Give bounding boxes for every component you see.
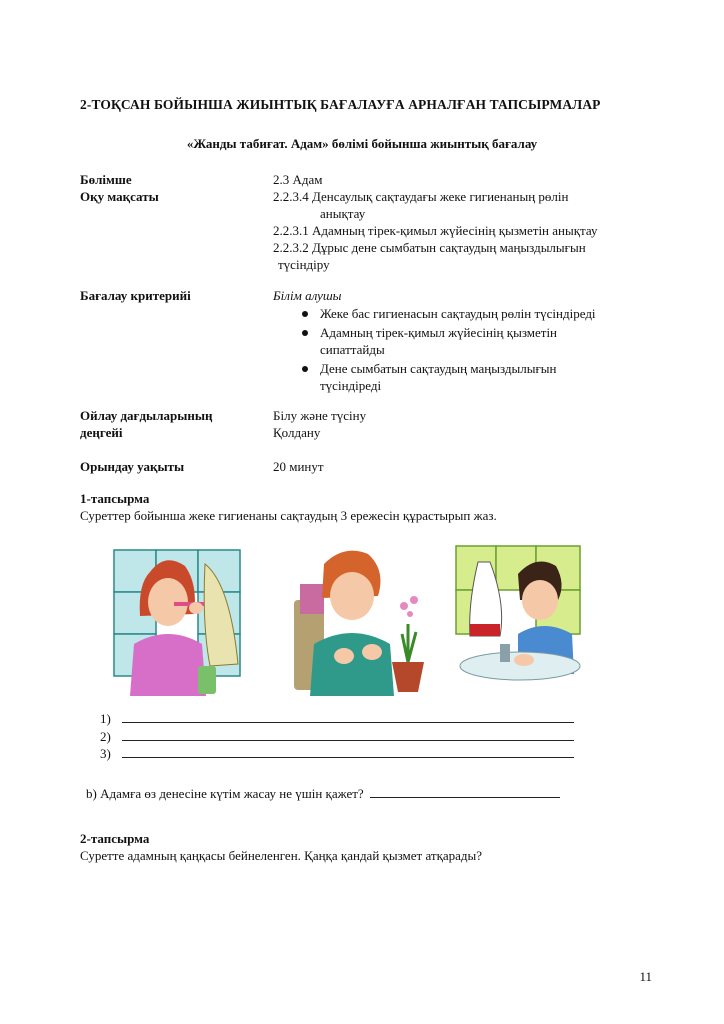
- illustration-washing-hands: [448, 544, 588, 696]
- time-value: 20 минут: [273, 459, 324, 474]
- thinking-value-1: Білу және түсіну: [273, 408, 367, 423]
- criteria-list: [273, 305, 653, 396]
- bullet-icon: [302, 311, 308, 317]
- criteria-label: Бағалау критерийі: [80, 288, 191, 303]
- illustration-brushing-teeth: [110, 544, 250, 696]
- section-label: Бөлімше: [80, 172, 132, 187]
- question-b-answer-line[interactable]: [370, 786, 560, 798]
- criteria-item: Жеке бас гигиенасын сақтаудың рөлін түсіндіреді: [273, 305, 653, 322]
- criteria-intro: Білім алушы: [273, 288, 342, 303]
- objective-3-cont: түсіндіру: [278, 257, 330, 272]
- objective-1: 2.2.3.4 Денсаулық сақтаудағы жеке гигиенаның рөлін: [273, 189, 569, 204]
- criteria-item: Адамның тірек-қимыл жүйесінің қызметін сипаттайды: [273, 324, 620, 358]
- answer-line-1[interactable]: 1): [100, 711, 574, 726]
- task1-text: Суреттер бойынша жеке гигиенаны сақтаудың 3 ережесін құрастырып жаз.: [80, 508, 497, 523]
- criteria-item: Дене сымбатын сақтаудың маңыздылығын түсіндіреді: [273, 360, 610, 394]
- task1-heading: 1-тапсырма: [80, 491, 150, 506]
- thinking-label: Ойлау дағдыларының: [80, 408, 213, 423]
- task2-heading: 2-тапсырма: [80, 831, 150, 846]
- bullet-icon: [302, 330, 308, 336]
- objective-label: Оқу мақсаты: [80, 189, 159, 204]
- time-label: Орындау уақыты: [80, 459, 185, 474]
- page-subtitle: «Жанды табиғат. Адам» бөлімі бойынша жиынтық бағалау: [186, 136, 538, 151]
- objective-3: 2.2.3.2 Дұрыс дене сымбатын сақтаудың маңыздылығын: [273, 240, 586, 255]
- answer-line-2[interactable]: 2): [100, 729, 574, 744]
- bullet-icon: [302, 366, 308, 372]
- page-title: 2-ТОҚСАН БОЙЫНША ЖИЫНТЫҚ БАҒАЛАУҒА АРНАЛҒАН ТАПСЫРМАЛАР: [80, 97, 601, 112]
- objective-1-cont: анықтау: [320, 206, 366, 221]
- section-value: 2.3 Адам: [273, 172, 323, 187]
- thinking-label-cont: деңгейі: [80, 425, 123, 440]
- answer-line-3[interactable]: 3): [100, 746, 574, 761]
- objective-2: 2.2.3.1 Адамның тірек-қимыл жүйесінің қызметін анықтау: [273, 223, 598, 238]
- task2-text: Суретте адамның қаңқасы бейнеленген. Қаңқа қандай қызмет атқарады?: [80, 848, 483, 863]
- illustration-cutting-nails: [292, 544, 432, 696]
- question-b: b) Адамға өз денесіне күтім жасау не үшін қажет?: [86, 785, 560, 802]
- page-number: 11: [639, 969, 652, 984]
- thinking-value-2: Қолдану: [273, 425, 321, 440]
